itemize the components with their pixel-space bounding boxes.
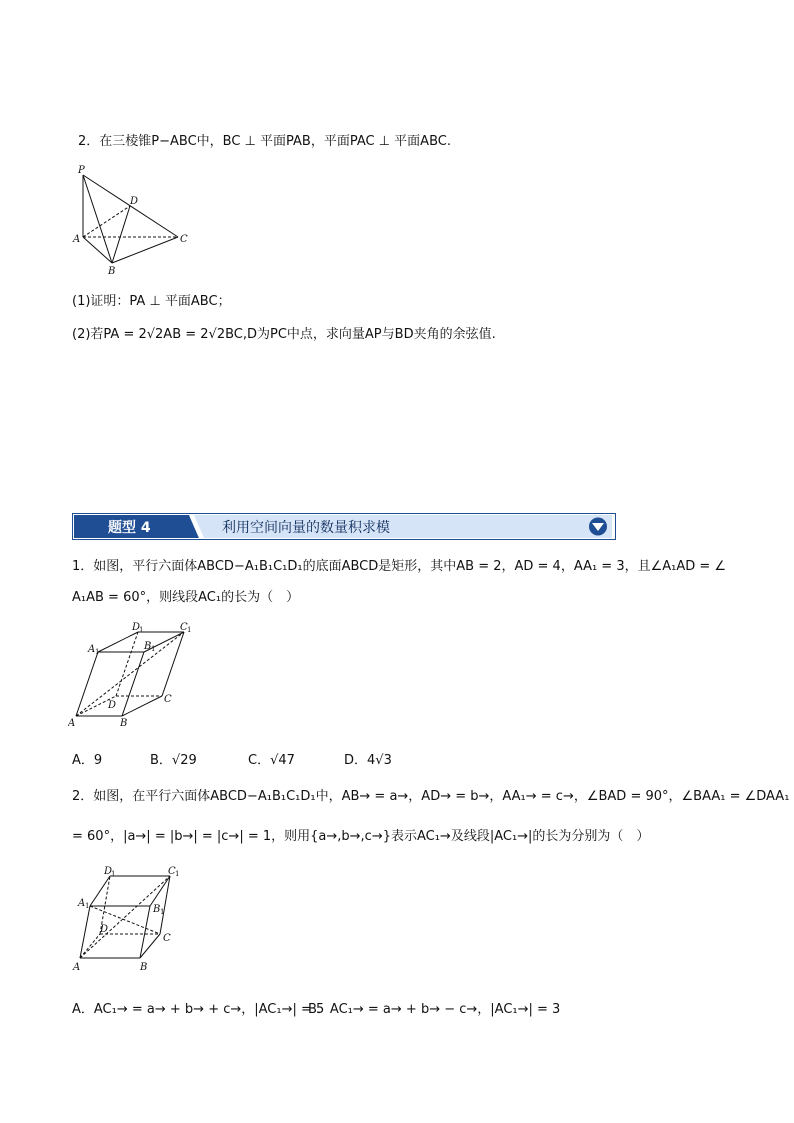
- banner-number: 题型 4: [108, 520, 151, 536]
- banner-title: 利用空间向量的数量积求模: [222, 520, 390, 536]
- svg-text:C: C: [180, 622, 188, 633]
- svg-text:A: A: [88, 644, 96, 655]
- q1-option-b: B．√29: [150, 753, 197, 768]
- svg-text:B: B: [120, 718, 128, 729]
- label-P: P: [78, 165, 85, 176]
- svg-text:1: 1: [111, 870, 116, 878]
- svg-text:1: 1: [187, 626, 192, 634]
- label-C: C: [180, 234, 188, 245]
- svg-text:B: B: [153, 904, 161, 915]
- svg-text:1: 1: [160, 908, 165, 916]
- svg-text:1: 1: [175, 870, 180, 878]
- question-2b-line-2: = 60°，|a→| = |b→| = |c→| = 1，则用{a→,b→,c→}表示AC₁→及线段|AC₁→|的长为分别为（ ）: [72, 829, 650, 844]
- svg-text:C: C: [163, 933, 171, 944]
- svg-text:D: D: [104, 866, 113, 877]
- question-1-line-1: 1．如图，平行六面体ABCD−A₁B₁C₁D₁的底面ABCD是矩形，其中AB = 2，AD = 4，AA₁ = 3，且∠A₁AD = ∠: [72, 559, 727, 574]
- svg-text:D: D: [108, 700, 117, 711]
- svg-text:C: C: [164, 694, 172, 705]
- tetrahedron-figure: [70, 162, 194, 278]
- svg-text:1: 1: [95, 648, 100, 656]
- q1-option-d: D．4√3: [344, 753, 392, 768]
- q2-option-b: B．AC₁→ = a→ + b→ − c→，|AC₁→| = 3: [308, 1002, 561, 1017]
- label-D: D: [130, 196, 139, 207]
- svg-text:D: D: [100, 924, 109, 935]
- question-1-line-2: A₁AB = 60°，则线段AC₁的长为（ ）: [72, 590, 300, 605]
- svg-text:D: D: [132, 622, 141, 633]
- svg-text:A: A: [73, 962, 81, 973]
- question-2-part-2: (2)若PA = 2√2AB = 2√2BC,D为PC中点，求向量AP与BD夹角的余弦值.: [72, 327, 496, 342]
- svg-text:A: A: [78, 898, 86, 909]
- parallelepiped-figure-1: [68, 620, 198, 730]
- svg-text:B: B: [140, 962, 148, 973]
- svg-text:B: B: [144, 641, 152, 652]
- question-2b-line-1: 2．如图，在平行六面体ABCD−A₁B₁C₁D₁中，AB→ = a→，AD→ = b→，AA₁→ = c→，∠BAD = 90°，∠BAA₁ = ∠DAA₁: [72, 789, 790, 804]
- label-A: A: [73, 234, 81, 245]
- svg-text:1: 1: [85, 902, 90, 910]
- question-2-stem: 2．在三棱锥P−ABC中，BC ⊥ 平面PAB，平面PAC ⊥ 平面ABC.: [78, 134, 451, 149]
- svg-text:A: A: [68, 718, 76, 729]
- parallelepiped-figure-2: [70, 862, 190, 976]
- svg-text:1: 1: [139, 626, 144, 634]
- question-2-part-1: (1)证明：PA ⊥ 平面ABC；: [72, 294, 231, 309]
- svg-text:C: C: [168, 866, 176, 877]
- label-B: B: [108, 266, 116, 277]
- section-banner: [72, 513, 616, 540]
- q1-option-c: C．√47: [248, 753, 295, 768]
- q2-option-a: A．AC₁→ = a→ + b→ + c→，|AC₁→| = 5: [72, 1002, 325, 1017]
- q1-option-a: A．9: [72, 753, 103, 768]
- svg-text:1: 1: [151, 645, 156, 653]
